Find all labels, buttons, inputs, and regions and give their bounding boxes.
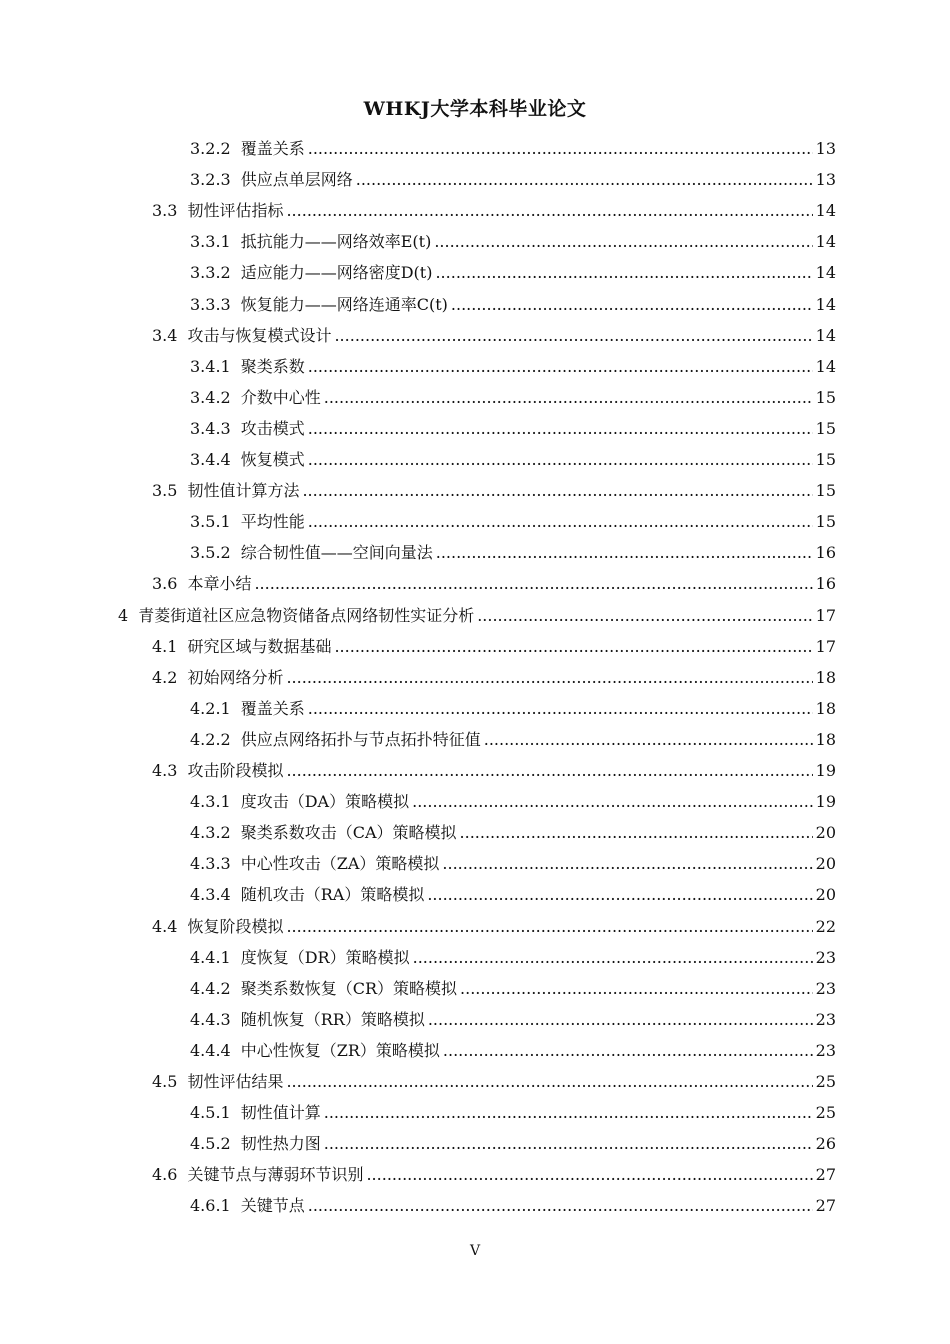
toc-entry-title: 覆盖关系 xyxy=(240,698,305,718)
toc-entry-page: 16 xyxy=(815,543,836,563)
toc-dot-leader xyxy=(413,948,813,968)
toc-dot-leader xyxy=(412,792,813,812)
toc-entry-title: 本章小结 xyxy=(187,574,252,594)
toc-entry-number: 3.5.2 xyxy=(190,543,231,563)
toc-entry-number: 3.4.2 xyxy=(190,387,231,407)
toc-entry-title: 随机恢复（RR）策略模拟 xyxy=(240,1009,425,1029)
toc-entry-number: 3.5.1 xyxy=(190,512,231,532)
toc-dot-leader xyxy=(308,699,813,719)
toc-dot-leader xyxy=(436,543,813,563)
toc-entry-number: 4.3 xyxy=(152,761,178,780)
toc-entry[interactable] xyxy=(152,1154,836,1185)
toc-entry-page: 20 xyxy=(815,854,836,874)
toc-entry-page: 14 xyxy=(815,201,836,221)
toc-entry-title: 覆盖关系 xyxy=(240,139,305,158)
toc-entry-number: 3.2.2 xyxy=(190,139,231,158)
toc-entry-page: 23 xyxy=(815,1040,836,1060)
toc-dot-leader xyxy=(324,388,813,408)
toc-entry-number: 3.4 xyxy=(152,325,178,345)
toc-entry-number: 4.3.4 xyxy=(190,885,231,905)
toc-entry-number: 4.5.1 xyxy=(190,1103,231,1123)
toc-entry-page: 15 xyxy=(815,418,836,438)
toc-entry-title: 韧性值计算 xyxy=(240,1103,321,1123)
toc-entry-title: 度恢复（DR）策略模拟 xyxy=(240,947,410,967)
toc-entry[interactable] xyxy=(152,657,836,688)
toc-entry-number: 4.5.2 xyxy=(190,1134,231,1154)
toc-entry-title: 聚类系数 xyxy=(240,356,305,376)
toc-entry-title: 韧性评估结果 xyxy=(187,1072,284,1091)
toc-dot-leader xyxy=(443,1041,813,1061)
toc-entry-page: 13 xyxy=(815,139,836,158)
toc-entry[interactable] xyxy=(152,750,836,781)
toc-dot-leader xyxy=(308,1196,813,1216)
toc-entry[interactable] xyxy=(190,1185,836,1216)
toc-entry-title: 中心性攻击（ZA）策略模拟 xyxy=(240,854,440,874)
toc-entry[interactable] xyxy=(190,159,836,190)
toc-entry-page: 27 xyxy=(815,1165,836,1185)
toc-dot-leader xyxy=(460,823,813,843)
toc-dot-leader xyxy=(484,730,813,750)
toc-entry-page: 20 xyxy=(815,885,836,905)
toc-dot-leader xyxy=(308,357,813,377)
toc-entry-page: 15 xyxy=(815,481,836,501)
toc-entry-number: 3.3.1 xyxy=(190,232,231,252)
toc-entry-title: 韧性评估指标 xyxy=(187,201,284,221)
toc-dot-leader xyxy=(434,232,812,252)
toc-entry-page: 18 xyxy=(815,729,836,749)
toc-entry-title: 恢复阶段模拟 xyxy=(187,916,284,936)
toc-dot-leader xyxy=(366,1165,812,1185)
page-number: V xyxy=(469,1243,481,1259)
toc-entry-number: 4.2 xyxy=(152,667,178,687)
toc-entry-page: 14 xyxy=(815,325,836,345)
toc-dot-leader xyxy=(286,1072,812,1092)
toc-entry-page: 15 xyxy=(815,450,836,469)
toc-entry-title: 青菱街道社区应急物资储备点网络韧性实证分析 xyxy=(138,605,475,625)
toc-entry-title: 介数中心性 xyxy=(240,387,321,407)
toc-entry-title: 韧性热力图 xyxy=(240,1134,321,1154)
toc-entry[interactable] xyxy=(152,190,836,221)
toc-entry-page: 23 xyxy=(815,978,836,998)
toc-entry[interactable] xyxy=(152,1061,836,1092)
toc-entry-title: 恢复能力——网络连通率C(t) xyxy=(240,294,448,314)
toc-entry-title: 适应能力——网络密度D(t) xyxy=(240,263,433,283)
page-header: WHKJ大学本科毕业论文 xyxy=(363,98,587,120)
toc-entry-number: 3.4.1 xyxy=(190,356,231,376)
toc-entry-title: 抵抗能力——网络效率E(t) xyxy=(240,232,432,252)
toc-entry-page: 15 xyxy=(815,387,836,407)
toc-entry-number: 4.4.4 xyxy=(190,1040,231,1060)
toc-entry-page: 18 xyxy=(815,667,836,687)
toc-entry[interactable] xyxy=(190,501,836,532)
toc-entry-title: 研究区域与数据基础 xyxy=(187,636,332,656)
toc-entry-number: 4.3.1 xyxy=(190,792,231,812)
toc-entry-page: 14 xyxy=(815,356,836,376)
toc-entry-title: 关键节点与薄弱环节识别 xyxy=(187,1165,364,1185)
toc-dot-leader xyxy=(286,201,812,221)
toc-entry-title: 韧性值计算方法 xyxy=(187,481,300,501)
toc-entry-page: 14 xyxy=(815,232,836,252)
toc-dot-leader xyxy=(460,979,813,999)
toc-entry-number: 4.5 xyxy=(152,1072,178,1091)
toc-entry[interactable] xyxy=(190,128,836,159)
toc-entry-page: 25 xyxy=(815,1072,836,1091)
toc-entry[interactable] xyxy=(152,626,836,657)
toc-entry-number: 4.4 xyxy=(152,916,178,936)
toc-entry-number: 4.1 xyxy=(152,636,178,656)
toc-entry-number: 3.6 xyxy=(152,574,178,594)
toc-entry-number: 4.3.2 xyxy=(190,823,231,843)
toc-entry[interactable] xyxy=(152,563,836,594)
toc-entry[interactable] xyxy=(190,999,836,1030)
toc-entry-page: 17 xyxy=(815,605,836,625)
toc-entry-page: 14 xyxy=(815,263,836,283)
toc-entry[interactable] xyxy=(152,906,836,937)
toc-entry-page: 20 xyxy=(815,823,836,843)
toc-entry[interactable] xyxy=(152,470,836,501)
toc-entry-page: 15 xyxy=(815,512,836,532)
toc-entry[interactable] xyxy=(190,408,836,439)
toc-dot-leader xyxy=(356,170,813,190)
toc-entry-number: 3.3 xyxy=(152,201,178,221)
toc-entry-page: 13 xyxy=(815,170,836,190)
toc-entry[interactable] xyxy=(190,252,836,283)
toc-entry-page: 19 xyxy=(815,792,836,812)
toc-dot-leader xyxy=(308,419,813,439)
toc-entry-number: 3.5 xyxy=(152,481,178,501)
toc-entry-title: 度攻击（DA）策略模拟 xyxy=(240,792,410,812)
toc-dot-leader xyxy=(302,481,812,501)
toc-entry[interactable] xyxy=(190,1123,836,1154)
toc-entry-title: 供应点网络拓扑与节点拓扑特征值 xyxy=(240,729,481,749)
toc-entry-number: 3.4.3 xyxy=(190,418,231,438)
toc-dot-leader xyxy=(286,761,812,781)
toc-entry-title: 聚类系数攻击（CA）策略模拟 xyxy=(240,823,457,843)
toc-dot-leader xyxy=(324,1134,813,1154)
toc-dot-leader xyxy=(308,139,813,159)
toc-dot-leader xyxy=(286,668,812,688)
toc-entry-number: 3.4.4 xyxy=(190,450,231,469)
toc-entry-page: 22 xyxy=(815,916,836,936)
toc-entry[interactable] xyxy=(190,1092,836,1123)
toc-dot-leader xyxy=(427,885,812,905)
toc-entry-number: 4.4.1 xyxy=(190,947,231,967)
toc-entry[interactable] xyxy=(190,532,836,563)
toc-entry-page: 16 xyxy=(815,574,836,594)
toc-entry-title: 攻击与恢复模式设计 xyxy=(187,325,332,345)
toc-entry-number: 4.4.2 xyxy=(190,978,231,998)
toc-entry-title: 恢复模式 xyxy=(240,450,305,469)
toc-entry-title: 随机攻击（RA）策略模拟 xyxy=(240,885,425,905)
toc-entry-number: 3.3.2 xyxy=(190,263,231,283)
toc-entry-title: 平均性能 xyxy=(240,512,305,532)
toc-entry-number: 3.2.3 xyxy=(190,170,231,190)
toc-entry[interactable] xyxy=(190,377,836,408)
toc-entry-page: 17 xyxy=(815,636,836,656)
toc-dot-leader xyxy=(254,574,812,594)
toc-entry[interactable] xyxy=(190,968,836,999)
toc-entry-page: 23 xyxy=(815,947,836,967)
toc-entry[interactable] xyxy=(190,346,836,377)
toc-entry[interactable] xyxy=(190,719,836,750)
toc-entry[interactable] xyxy=(190,221,836,252)
toc-entry[interactable] xyxy=(190,937,836,968)
toc-entry-page: 18 xyxy=(815,698,836,718)
toc-dot-leader xyxy=(334,326,812,346)
toc-entry-page: 27 xyxy=(815,1196,836,1216)
toc-dot-leader xyxy=(324,1103,813,1123)
toc-dot-leader xyxy=(286,917,812,937)
toc-entry[interactable] xyxy=(190,843,836,874)
toc-entry[interactable] xyxy=(190,1030,836,1061)
toc-entry-title: 攻击阶段模拟 xyxy=(187,761,284,780)
toc-entry[interactable] xyxy=(190,812,836,843)
toc-entry[interactable] xyxy=(190,781,836,812)
toc-dot-leader xyxy=(308,450,813,470)
toc-entry-number: 3.3.3 xyxy=(190,294,231,314)
toc-entry[interactable] xyxy=(190,874,836,905)
toc-entry-number: 4 xyxy=(118,605,129,625)
toc-entry-page: 25 xyxy=(815,1103,836,1123)
toc-entry-number: 4.6 xyxy=(152,1165,178,1185)
toc-entry-title: 攻击模式 xyxy=(240,418,305,438)
toc-entry-page: 14 xyxy=(815,294,836,314)
toc-entry-title: 供应点单层网络 xyxy=(240,170,353,190)
toc-dot-leader xyxy=(428,1010,813,1030)
toc-entry[interactable] xyxy=(190,688,836,719)
toc-entry-title: 初始网络分析 xyxy=(187,667,284,687)
toc-dot-leader xyxy=(308,512,813,532)
toc-entry-number: 4.4.3 xyxy=(190,1009,231,1029)
toc-entry-page: 26 xyxy=(815,1134,836,1154)
toc-entry[interactable] xyxy=(190,439,836,470)
toc-entry-page: 23 xyxy=(815,1009,836,1029)
toc-entry-title: 聚类系数恢复（CR）策略模拟 xyxy=(240,978,458,998)
toc-dot-leader xyxy=(435,263,812,283)
toc-entry-page: 19 xyxy=(815,761,836,780)
toc-entry[interactable] xyxy=(152,315,836,346)
toc-entry-number: 4.3.3 xyxy=(190,854,231,874)
toc-dot-leader xyxy=(477,606,812,626)
toc-entry-title: 综合韧性值——空间向量法 xyxy=(240,543,433,563)
toc-entry-number: 4.2.2 xyxy=(190,729,231,749)
toc-entry-number: 4.2.1 xyxy=(190,698,231,718)
toc-entry[interactable] xyxy=(190,284,836,315)
toc-entry-title: 关键节点 xyxy=(240,1196,305,1216)
toc-dot-leader xyxy=(442,854,812,874)
toc-dot-leader xyxy=(451,295,813,315)
toc-entry-title: 中心性恢复（ZR）策略模拟 xyxy=(240,1040,440,1060)
toc-dot-leader xyxy=(334,637,812,657)
toc-entry[interactable] xyxy=(118,595,836,626)
toc-entry-number: 4.6.1 xyxy=(190,1196,231,1216)
